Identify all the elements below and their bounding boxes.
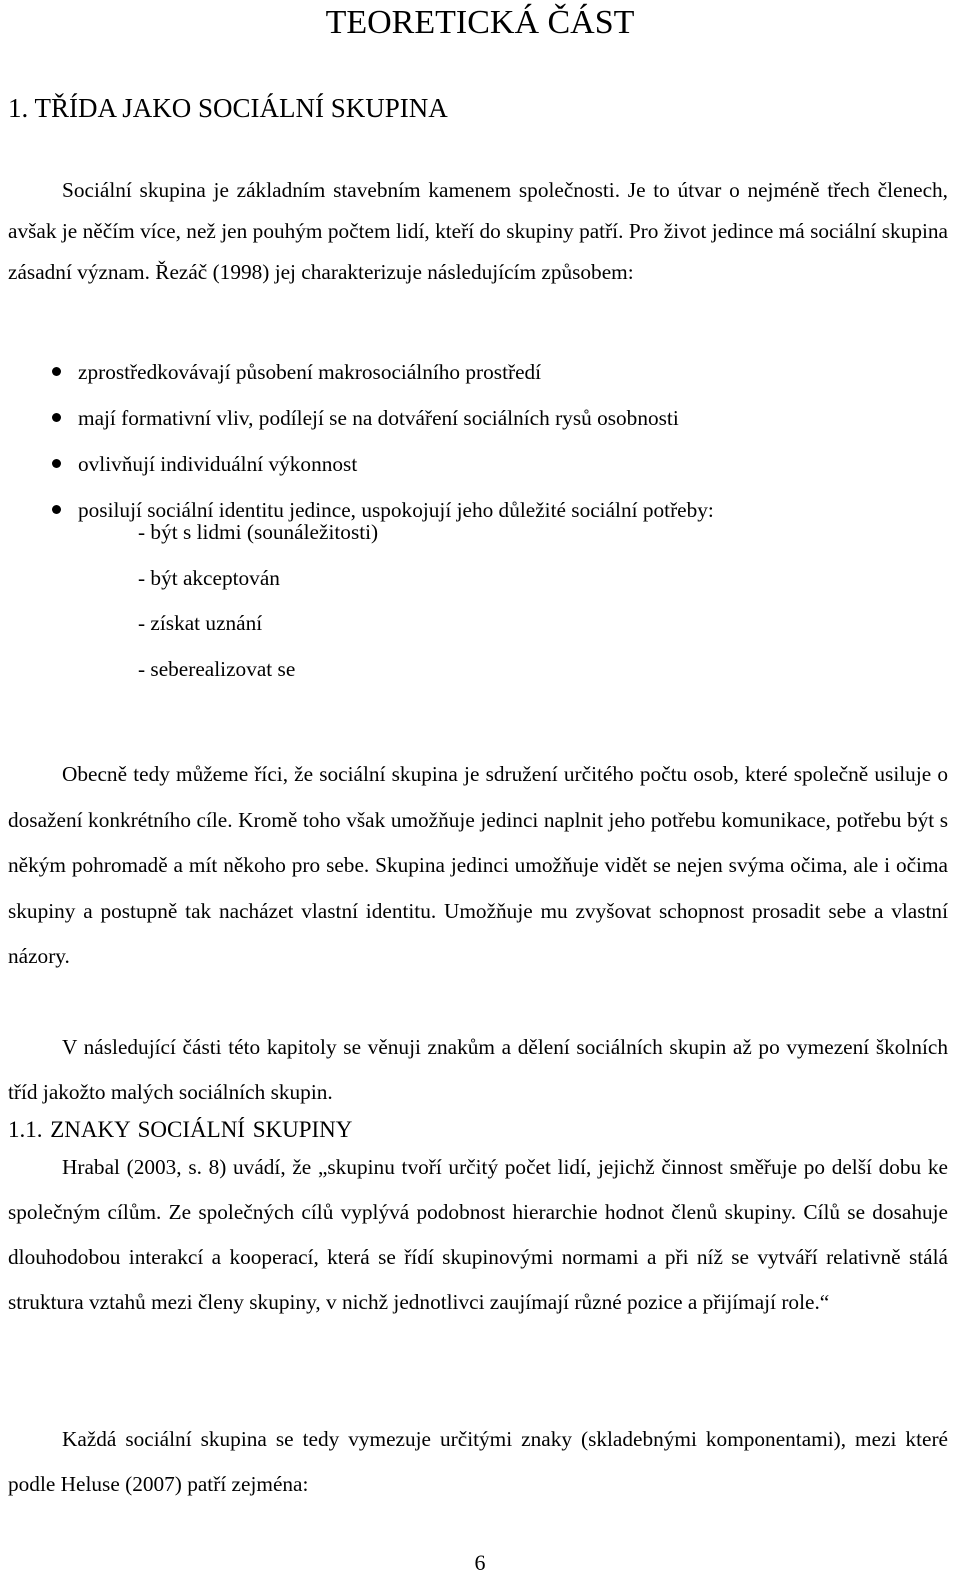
quote-paragraph: Hrabal (2003, s. 8) uvádí, že „skupinu tvoří určitý počet lidí, jejichž činnost směřuje po delší dobu ke společným cílům. Ze společných cílů vyplývá podobnost hierarchie hodnot členů skupiny. Cílů se dosahuje dlouhodobou interakcí a kooperací, která se řídí skupinovými normami a při níž se vytváří relativně stálá struktura vztahů mezi členy skupiny, v nichž jednotlivci zaujímají různé pozice a přijímají role.“ (8, 1155, 948, 1314)
list-item-text: mají formativní vliv, podílejí se na dotváření sociálních rysů osobnosti (78, 406, 679, 430)
list-item (8, 398, 714, 444)
bullet-icon (52, 459, 61, 468)
need-item: - seberealizovat se (138, 656, 296, 681)
section-heading: 1. TŘÍDA JAKO SOCIÁLNÍ SKUPINA (8, 93, 448, 123)
page-title: TEORETICKÁ ČÁST (325, 4, 635, 41)
bullet-icon (52, 505, 61, 514)
closing-paragraph: Každá sociální skupina se tedy vymezuje určitými znaky (skladebnými komponentami), mezi které podle Heluse (2007) patří zejména: (8, 1427, 948, 1496)
list-item-text: zprostředkovávají působení makrosociálního prostředí (78, 360, 542, 384)
bullet-icon (52, 367, 61, 376)
need-item: - být s lidmi (sounáležitosti) (138, 520, 379, 544)
list-item-text: posilují sociální identitu jedince, uspokojují jeho důležité sociální potřeby: (78, 498, 714, 522)
list-item-text: ovlivňují individuální výkonnost (78, 452, 358, 476)
social-needs-list (138, 512, 378, 694)
intro-paragraph: Sociální skupina je základním stavebním kamenem společnosti. Je to útvar o nejméně třech členech, avšak je něčím více, než jen pouhým počtem lidí, kteří do skupiny patří. Pro život jedince má sociální skupina zásadní význam. Řezáč (1998) jej charakterizuje následujícím způsobem: (8, 178, 948, 284)
need-item: - získat uznání (138, 611, 263, 635)
list-item (8, 352, 714, 398)
need-item: - být akceptován (138, 565, 280, 590)
outline-paragraph: V následující části této kapitoly se věnuji znakům a dělení sociálních skupin až po vymezení školních tříd jakožto malých sociálních skupin. (8, 1035, 948, 1104)
list-item (8, 444, 714, 490)
page-number: 6 (474, 1550, 486, 1575)
summary-paragraph: Obecně tedy můžeme říci, že sociální skupina je sdružení určitého počtu osob, které společně usiluje o dosažení konkrétního cíle. Kromě toho však umožňuje jedinci naplnit jeho potřebu komunikace, potřebu být s někým pohromadě a mít někoho pro sebe. Skupina jedinci umožňuje vidět se nejen svýma očima, ale i očima skupiny a postupně tak nacházet vlastní identitu. Umožňuje mu zvyšovat schopnost prosadit sebe a vlastní názory. (8, 762, 948, 968)
bullet-icon (52, 413, 61, 422)
group-characteristics-list (8, 352, 714, 536)
subsection-heading: 1.1. ZNAKY SOCIÁLNÍ SKUPINY (8, 1117, 353, 1142)
